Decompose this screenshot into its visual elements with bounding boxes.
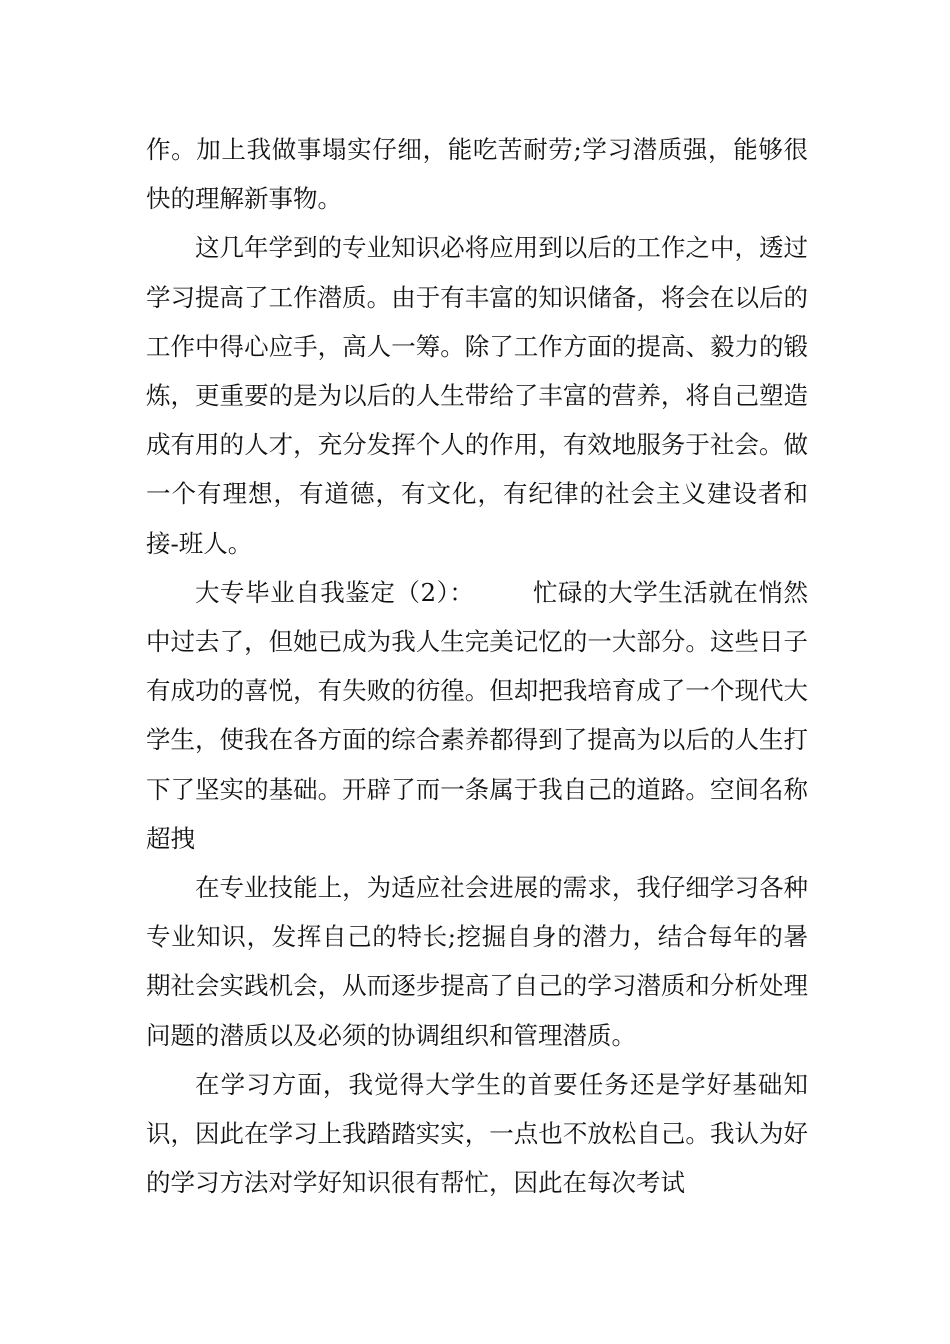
paragraph-5: 在学习方面，我觉得大学生的首要任务还是学好基础知识，因此在学习上我踏踏实实，一点也不放松自己。我认为好的学习方法对学好知识很有帮忙，因此在每次考试 <box>146 1069 808 1198</box>
paragraph-3 <box>146 568 808 863</box>
paragraph-4: 在专业技能上，为适应社会进展的需求，我仔细学习各种专业知识，发挥自己的特长;挖掘自身的潜力，结合每年的暑期社会实践机会，从而逐步提高了自己的学习潜质和分析处理问题的潜质以及必须的协调组织和管理潜质。 <box>146 873 808 1050</box>
paragraph-1: 作。加上我做事塌实仔细，能吃苦耐劳;学习潜质强，能够很快的理解新事物。 <box>146 135 808 214</box>
section-heading: 大专毕业自我鉴定（2）： <box>195 577 475 607</box>
document-page <box>146 125 808 1207</box>
paragraph-3-body: 忙碌的大学生活就在悄然中过去了，但她已成为我人生完美记忆的一大部分。这些日子有成功的喜悦，有失败的彷徨。但却把我培育成了一个现代大学生，使我在各方面的综合素养都得到了提高为以后的人生打下了坚实的基础。开辟了而一条属于我自己的道路。空间名称超拽 <box>146 577 809 853</box>
paragraph-2: 这几年学到的专业知识必将应用到以后的工作之中，透过学习提高了工作潜质。由于有丰富的知识储备，将会在以后的工作中得心应手，高人一筹。除了工作方面的提高、毅力的锻炼，更重要的是为以后的人生带给了丰富的营养，将自己塑造成有用的人才，充分发挥个人的作用，有效地服务于社会。做一个有理想，有道德，有文化，有纪律的社会主义建设者和接-班人。 <box>146 233 808 558</box>
